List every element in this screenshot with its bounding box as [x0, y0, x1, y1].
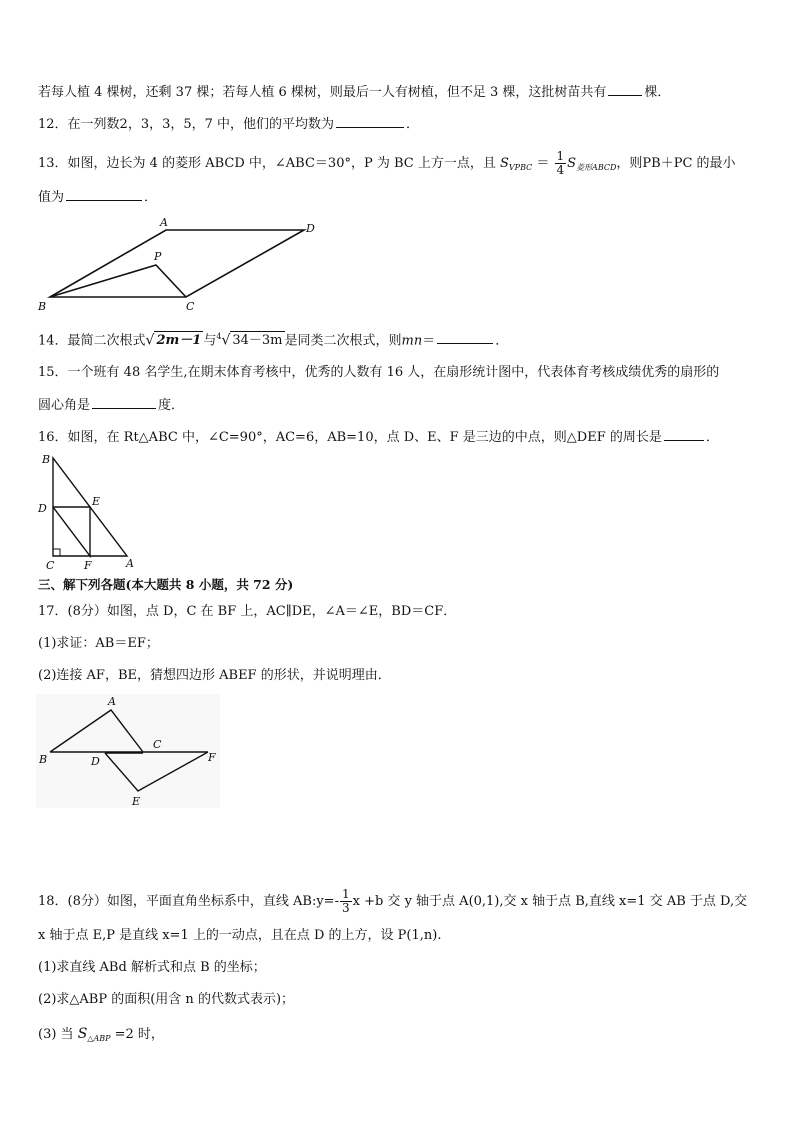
q13-label-b: B — [38, 300, 47, 313]
q11-tail: 棵． — [644, 85, 671, 100]
q18-text5a: (3) 当 — [38, 1027, 74, 1042]
q13-text2: ，则PB＋PC 的最小 — [616, 156, 736, 171]
q17-line1: 17．(8分）如图，点 D，C 在 BF 上，AC∥DE，∠A＝∠E，BD＝CF． — [38, 604, 457, 619]
q13-eq: ＝ — [536, 156, 550, 171]
q18-area-symbol: S — [77, 1026, 88, 1042]
q16-label-d: D — [38, 502, 47, 515]
q17-label-e: E — [132, 795, 141, 808]
q11-text: 若每人植 4 棵树，还剩 37 棵；若每人植 6 棵树，则最后一人有树植，但不足 3 棵，这批树苗共有 — [38, 85, 607, 100]
q12-tail: ． — [406, 117, 420, 132]
q17-line2: (1)求证：AB＝EF； — [38, 636, 159, 651]
q14-eq: ＝ — [422, 333, 436, 349]
q15-text2: 圆心角是 — [38, 398, 91, 413]
q18-line5 — [38, 1025, 164, 1048]
q17-figure — [36, 694, 220, 808]
q14-prefix: 14．最简二次根式 — [38, 333, 146, 349]
section3-heading: 三、解下列各题(本大题共 8 小题，共 72 分) — [38, 577, 294, 592]
q15-tail: 度． — [158, 398, 185, 413]
q13-area-symbol: S — [500, 156, 509, 171]
q12-answer-blank[interactable] — [336, 115, 404, 128]
q16-label-e: E — [92, 495, 101, 508]
q16-label-c: C — [46, 559, 55, 572]
q13-frac-num: 1 — [556, 149, 565, 163]
q18-text5b: =2 时， — [114, 1027, 164, 1042]
q17-label-c: C — [153, 738, 162, 751]
q16-label-a: A — [126, 557, 134, 570]
q13-area-symbol2: S — [567, 156, 577, 171]
q16-triangle-figure — [34, 448, 144, 574]
q13-line1 — [38, 150, 736, 177]
q18-frac-num: 1 — [341, 887, 350, 901]
q14-suffix: 是同类二次根式，则 — [284, 333, 402, 349]
q15-line2 — [38, 396, 184, 415]
q16-answer-blank[interactable] — [664, 428, 704, 441]
q15-text1: 15．一个班有 48 名学生,在期末体育考核中，优秀的人数有 16 人，在扇形统计图中，代表体育考核成绩优秀的扇形的 — [38, 365, 720, 380]
q18-neg: - — [334, 894, 339, 909]
q13-rhombus-figure — [36, 215, 326, 315]
q14-radicand2: 34－3m — [232, 333, 283, 349]
q16-label-b: B — [42, 453, 51, 466]
q17-line3: (2)连接 AF，BE，猜想四边形 ABEF 的形状，并说明理由． — [38, 668, 391, 683]
q16-label-f: F — [84, 559, 92, 572]
q17-label-f: F — [208, 751, 216, 764]
q13-answer-blank[interactable] — [66, 188, 142, 201]
q18-frac-den: 3 — [341, 901, 350, 915]
q18-line3: (1)求直线 ABd 解析式和点 B 的坐标； — [38, 960, 266, 975]
q13-text3: 值为 — [38, 190, 65, 205]
q18-line2: x 轴于点 E,P 是直线 x=1 上的一动点，且在点 D 的上方，设 P(1,n). — [38, 928, 442, 943]
q17-label-a: A — [108, 695, 116, 708]
q17-label-d: D — [91, 755, 100, 768]
q13-area-sub2: 菱形ABCD — [576, 163, 617, 172]
q14-root-index: 4 — [216, 332, 222, 341]
q16-line — [38, 428, 719, 447]
q14-tail: ． — [495, 333, 509, 349]
q18-text1a: 18．(8分）如图，平面直角坐标系中，直线 AB:y= — [38, 894, 335, 909]
segment-bpc — [50, 265, 186, 297]
q17-label-b: B — [39, 753, 48, 766]
q18-text1b: x +b 交 y 轴于点 A(0,1),交 x 轴于点 B,直线 x=1 交 AB 于点 D,交 — [352, 894, 748, 909]
q11-line — [38, 83, 670, 102]
right-angle-mark — [53, 549, 60, 556]
q14-radicand1: 2m－1 — [156, 333, 202, 349]
q13-text1: 13．如图，边长为 4 的菱形 ABCD 中，∠ABC＝30°，P 为 BC 上方一点，且 — [38, 156, 496, 171]
q14-line — [38, 328, 508, 350]
q11-answer-blank[interactable] — [608, 83, 642, 96]
q16-text: 16．如图，在 Rt△ABC 中，∠C=90°，AC=6，AB=10，点 D、E、F 是三边的中点，则△DEF 的周长是 — [38, 430, 662, 445]
q13-fraction — [555, 150, 567, 177]
q13-line2 — [38, 188, 157, 207]
q13-label-d: D — [306, 222, 315, 235]
q13-tail: ． — [144, 190, 158, 205]
q18-line4: (2)求△ABP 的面积(用含 n 的代数式表示)； — [38, 992, 295, 1007]
sqrt-sign-2: √ — [221, 332, 231, 349]
q13-label-p: P — [154, 250, 162, 263]
q15-line1 — [38, 364, 719, 382]
q18-fraction — [340, 888, 352, 915]
q14-mid: 与 — [203, 333, 217, 349]
q14-answer-blank[interactable] — [437, 331, 493, 344]
q15-answer-blank[interactable] — [92, 396, 156, 409]
q13-frac-den: 4 — [556, 163, 565, 177]
q18-area-sub: △ABP — [87, 1034, 111, 1043]
q13-label-a: A — [160, 216, 168, 229]
q16-tail: ． — [705, 430, 719, 445]
q12-text: 12．在一列数2，3，3，5，7 中，他们的平均数为 — [38, 117, 335, 132]
q13-label-c: C — [186, 300, 195, 313]
q13-area-sub1: VPBC — [508, 163, 533, 172]
q14-mn: mn — [401, 333, 423, 349]
figure-background — [36, 694, 220, 808]
q12-line — [38, 115, 419, 134]
q18-line1 — [38, 888, 747, 915]
sqrt-sign: √ — [145, 332, 155, 349]
